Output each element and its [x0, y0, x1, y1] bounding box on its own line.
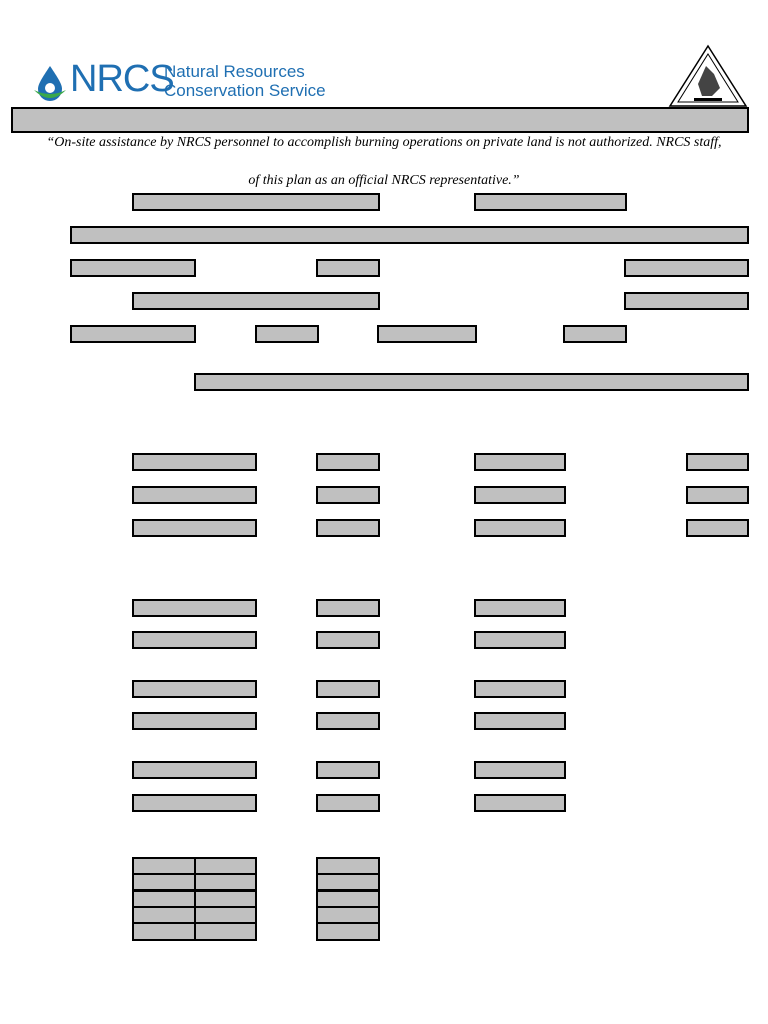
input-field[interactable] [316, 712, 380, 730]
input-field[interactable] [316, 599, 380, 617]
input-field[interactable] [316, 486, 380, 504]
input-field[interactable] [70, 226, 749, 244]
grid-cell[interactable] [194, 873, 257, 891]
input-field[interactable] [624, 259, 749, 277]
state-seal-icon [668, 44, 748, 108]
input-field[interactable] [474, 453, 566, 471]
input-field[interactable] [316, 761, 380, 779]
input-field[interactable] [316, 631, 380, 649]
input-field[interactable] [132, 292, 380, 310]
input-field[interactable] [132, 193, 380, 211]
input-field[interactable] [624, 292, 749, 310]
notice-line2: of this plan as an official NRCS representative.” [248, 173, 520, 188]
input-field[interactable] [474, 599, 566, 617]
title-bar [11, 107, 749, 133]
grid-cell[interactable] [316, 922, 380, 941]
input-field[interactable] [474, 794, 566, 812]
agency-name-line1: Natural Resources [164, 62, 305, 81]
input-field[interactable] [474, 193, 627, 211]
input-field[interactable] [132, 712, 257, 730]
input-field[interactable] [474, 631, 566, 649]
input-field[interactable] [132, 519, 257, 537]
input-field[interactable] [255, 325, 319, 343]
input-field[interactable] [132, 794, 257, 812]
grid-cell[interactable] [132, 922, 196, 941]
input-field[interactable] [132, 761, 257, 779]
agency-name-line2: Conservation Service [164, 81, 326, 100]
input-field[interactable] [474, 519, 566, 537]
input-field[interactable] [316, 680, 380, 698]
input-field[interactable] [377, 325, 477, 343]
input-field[interactable] [132, 599, 257, 617]
input-field[interactable] [132, 453, 257, 471]
input-field[interactable] [563, 325, 627, 343]
input-field[interactable] [316, 794, 380, 812]
agency-abbr: NRCS [70, 58, 174, 100]
grid-cell[interactable] [194, 922, 257, 941]
input-field[interactable] [686, 486, 749, 504]
grid-cell[interactable] [316, 873, 380, 891]
input-field[interactable] [70, 325, 196, 343]
nrcs-logo [30, 60, 340, 104]
input-field[interactable] [474, 761, 566, 779]
input-field[interactable] [474, 680, 566, 698]
input-field[interactable] [316, 519, 380, 537]
input-field[interactable] [194, 373, 749, 391]
input-field[interactable] [686, 453, 749, 471]
input-field[interactable] [132, 486, 257, 504]
input-field[interactable] [316, 453, 380, 471]
input-field[interactable] [474, 486, 566, 504]
input-field[interactable] [686, 519, 749, 537]
input-field[interactable] [70, 259, 196, 277]
input-field[interactable] [132, 680, 257, 698]
input-field[interactable] [132, 631, 257, 649]
notice-line1: “On-site assistance by NRCS personnel to accomplish burning operations on private land is not authorized. NRCS staff, [46, 135, 722, 150]
input-field[interactable] [316, 259, 380, 277]
input-field[interactable] [474, 712, 566, 730]
water-drop-icon [30, 64, 70, 102]
grid-cell[interactable] [132, 873, 196, 891]
